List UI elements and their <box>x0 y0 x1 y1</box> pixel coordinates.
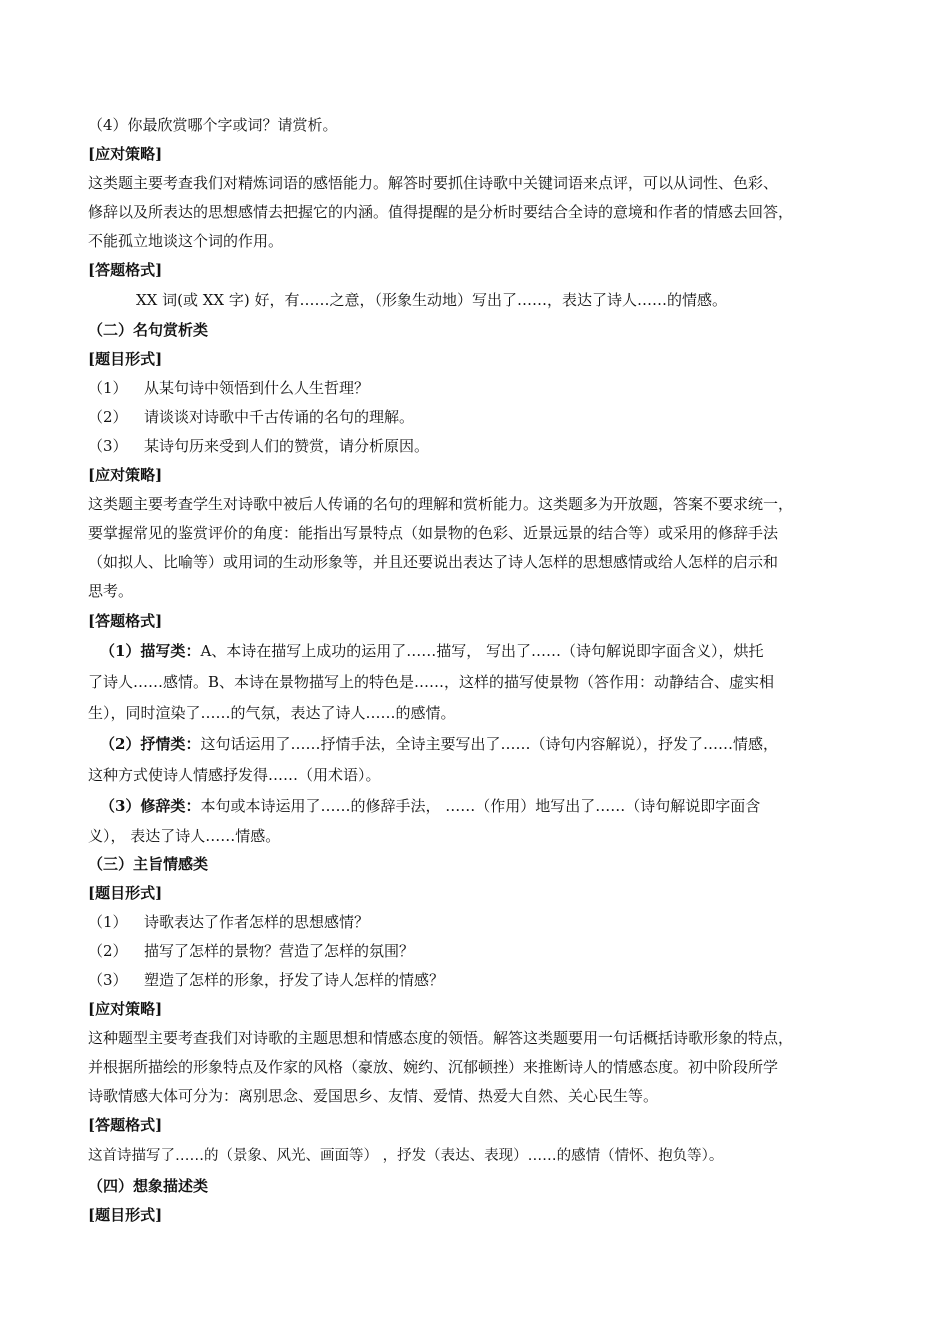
question-text: 塑造了怎样的形象，抒发了诗人怎样的情感？ <box>144 971 445 989</box>
format-text: 生），同时渲染了……的气氛，表达了诗人……的感情。 <box>88 704 456 722</box>
question-4: （4）你最欣赏哪个字或词？请赏析。 <box>88 116 338 134</box>
strategy-line: 这种题型主要考查我们对诗歌的主题思想和情感态度的领悟。解答这类题要用一句话概括诗歌形象的特点， <box>88 1029 794 1047</box>
question-text: 请谈谈对诗歌中千古传诵的名句的理解。 <box>144 408 415 426</box>
format-text: 这句话运用了……抒情手法，全诗主要写出了……（诗句内容解说），抒发了……情感， <box>200 735 778 753</box>
strategy-line: 修辞以及所表达的思想感情去把握它的内涵。值得提醒的是分析时要结合全诗的意境和作者的情感去回答， <box>88 203 794 221</box>
format-line: 这首诗描写了……的（景象、风光、画面等） ，抒发（表达、表现）……的感情（情怀、抱负等）。 <box>88 1148 724 1164</box>
format-text: A、本诗在描写上成功的运用了……描写， 写出了……（诗句解说即字面含义），烘托 <box>200 642 764 660</box>
format-label: （2）抒情类： <box>100 735 201 753</box>
format-text: 义）， 表达了诗人……情感。 <box>88 827 281 845</box>
question-text: 某诗句历来受到人们的赞赏，请分析原因。 <box>144 437 430 455</box>
format-label: （3）修辞类： <box>100 797 201 815</box>
section-title: （二）名句赏析类 <box>88 321 209 339</box>
strategy-line: 不能孤立地谈这个词的作用。 <box>88 232 284 250</box>
format-line: XX 词(或 XX 字) 好，有……之意，（形象生动地）写出了……，表达了诗人……的情感。 <box>136 291 727 309</box>
question-number: （1） <box>88 913 128 931</box>
format-item-description <box>100 640 764 662</box>
question-number: （3） <box>88 971 128 989</box>
strategy-line: 诗歌情感大体可分为：离别思念、爱国思乡、友情、爱情、热爱大自然、关心民生等。 <box>88 1087 659 1105</box>
format-heading: [答题格式] <box>88 612 163 630</box>
form-heading: [题目形式] <box>88 1206 163 1224</box>
format-label: （1）描写类： <box>100 642 201 660</box>
format-text: 了诗人……感情。B、本诗在景物描写上的特色是……，这样的描写使景物（答作用：动静结合、虚实相 <box>88 673 775 691</box>
strategy-heading: [应对策略] <box>88 466 163 484</box>
strategy-heading: [应对策略] <box>88 1000 163 1018</box>
question-item <box>88 940 414 962</box>
section-title: （三）主旨情感类 <box>88 855 209 873</box>
strategy-line: 这类题主要考查我们对精炼词语的感悟能力。解答时要抓住诗歌中关键词语来点评，可以从词性、色彩、 <box>88 174 779 192</box>
form-heading: [题目形式] <box>88 884 163 902</box>
question-text: 描写了怎样的景物？营造了怎样的氛围？ <box>144 942 415 960</box>
strategy-heading: [应对策略] <box>88 145 163 163</box>
strategy-line: 这类题主要考查学生对诗歌中被后人传诵的名句的理解和赏析能力。这类题多为开放题，答案不要求统一， <box>88 495 794 513</box>
question-number: （2） <box>88 408 128 426</box>
format-text: 本句或本诗运用了……的修辞手法， ……（作用）地写出了……（诗句解说即字面含 <box>200 797 761 815</box>
question-number: （3） <box>88 437 128 455</box>
question-number: （2） <box>88 942 128 960</box>
strategy-line: 并根据所描绘的形象特点及作家的风格（豪放、婉约、沉郁顿挫）来推断诗人的情感态度。初中阶段所学 <box>88 1058 779 1076</box>
question-item <box>88 435 429 457</box>
format-heading: [答题格式] <box>88 261 163 279</box>
question-item <box>88 406 414 428</box>
form-heading: [题目形式] <box>88 350 163 368</box>
strategy-line: （如拟人、比喻等）或用词的生动形象等，并且还要说出表达了诗人怎样的思想感情或给人怎样的启示和 <box>88 553 779 571</box>
section-title: （四）想象描述类 <box>88 1177 209 1195</box>
strategy-line: 思考。 <box>88 582 134 600</box>
strategy-line: 要掌握常见的鉴赏评价的角度：能指出写景特点（如景物的色彩、近景远景的结合等）或采用的修辞手法 <box>88 524 779 542</box>
question-item <box>88 911 369 933</box>
format-heading: [答题格式] <box>88 1116 163 1134</box>
question-text: 诗歌表达了作者怎样的思想感情？ <box>144 913 370 931</box>
question-item <box>88 969 444 991</box>
format-item-lyric <box>100 733 778 755</box>
format-text: 这种方式使诗人情感抒发得……（用术语）。 <box>88 766 381 784</box>
question-item <box>88 377 369 399</box>
question-text: 从某句诗中领悟到什么人生哲理？ <box>144 379 370 397</box>
format-item-rhetoric <box>100 795 760 817</box>
question-number: （1） <box>88 379 128 397</box>
